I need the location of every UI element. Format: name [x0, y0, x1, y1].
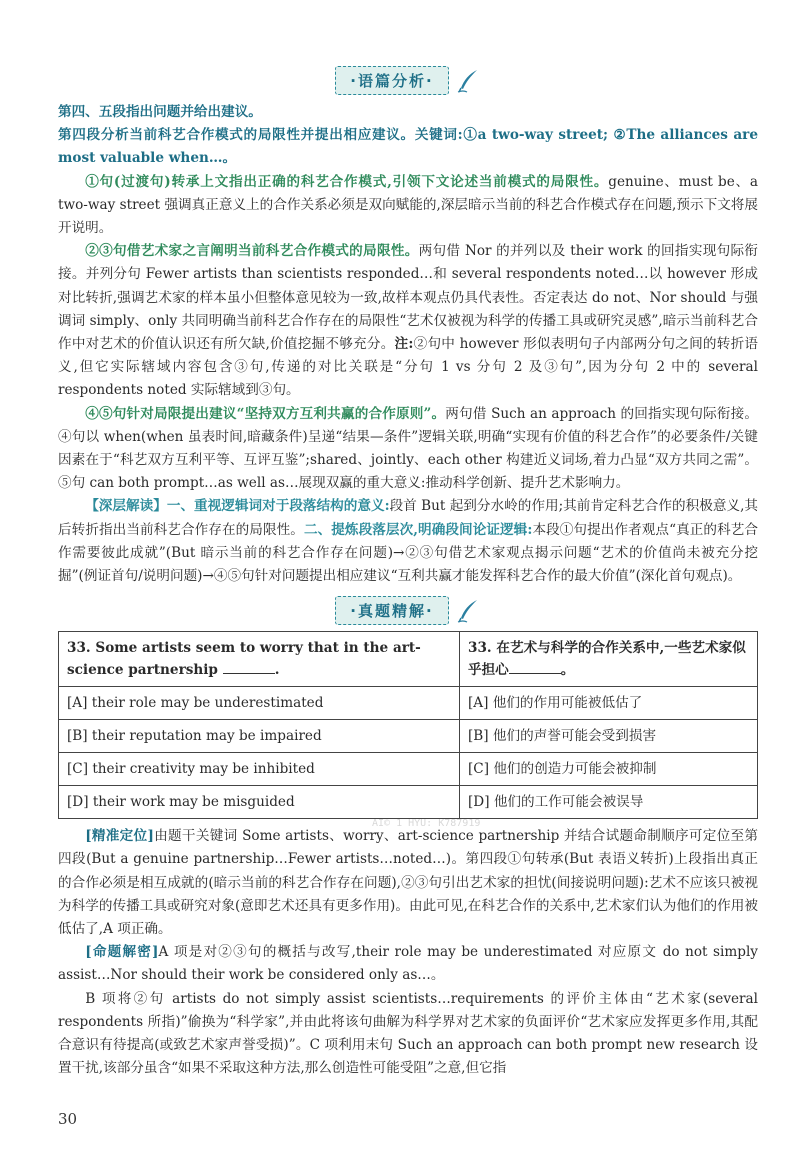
- quill-pen-icon: [455, 68, 481, 94]
- precise-location: [精准定位]由题干关键词 Some artists、worry、art-science partnership 并结合试题命制顺序可定位至第四段(But a genuine partnership…Fewer artists…noted…)。第四段①句转承(But 表语义转折)上段指出真正的合作必须是相互成就的(暗示当前的科艺合作存在问题),②③句引出艺术家的担忧(间接说明问题):艺术不应该只被视为科学的传播工具或研究对象(意即艺术还具有更多作用)。由此可见,在科艺合作的关系中,艺术家们认为他们的作用被低估了,A 项正确。: [58, 828, 758, 938]
- option-row: [59, 687, 758, 720]
- option-row: [59, 720, 758, 753]
- section-title-analysis: ·语篇分析·: [335, 66, 448, 95]
- option-a-zh: [A] 他们的作用可能被低估了: [460, 687, 758, 720]
- sentence-four-five-analysis: ④⑤句针对局限提出建议“坚持双方互利共赢的合作原则”。两句借 Such an approach 的回指实现句际衔接。④句以 when(when 虽表时间,暗藏条件)呈递“结果—条件”逻辑关联,明确“实现有价值的科艺合作”的必要条件/关键因素在于“科艺双方互利平等、互评互鉴”;shared、jointly、each other 构建近义词场,着力凸显“双方共同之需”。⑤句 can both prompt…as well as…展现双赢的重大意义:推动科学创新、提升艺术影响力。: [58, 405, 758, 492]
- option-a-en: [A] their role may be underestimated: [59, 687, 460, 720]
- watermark: AI© 1 HYU: K787919: [372, 818, 481, 829]
- question-stem-en: 33. Some artists seem to worry that in the art-science partnership .: [59, 632, 460, 687]
- question-table: [58, 631, 758, 819]
- answer-blank: [509, 659, 561, 674]
- analysis-block: [58, 101, 758, 588]
- option-c-zh: [C] 他们的创造力可能会被抑制: [460, 753, 758, 786]
- page-number: 30: [58, 1110, 78, 1128]
- section-banner-analysis: [58, 66, 758, 95]
- section-banner-questions: [58, 596, 758, 625]
- option-d-en: [D] their work may be misguided: [59, 786, 460, 819]
- option-row: [59, 753, 758, 786]
- question-decoding: [命题解密]A 项是对②③句的概括与改写,their role may be underestimated 对应原文 do not simply assist…Nor should their work be considered only as…。: [58, 944, 758, 984]
- question-stem-row: [59, 632, 758, 687]
- analysis-heading: 第四、五段指出问题并给出建议。: [58, 104, 262, 120]
- option-b-zh: [B] 他们的声誉可能会受到损害: [460, 720, 758, 753]
- page-content: [58, 66, 758, 1081]
- option-row: [59, 786, 758, 819]
- sentence-one-analysis: ①句(过渡句)转承上文指出正确的科艺合作模式,引领下文论述当前模式的局限性。genuine、must be、a two-way street 强调真正意义上的合作关系必须是双向赋能的,深层暗示当前的科艺合作模式存在问题,预示下文将展开说明。: [58, 173, 759, 237]
- question-stem-zh: 33. 在艺术与科学的合作关系中,一些艺术家似乎担心 。: [460, 632, 758, 687]
- deep-reading: 【深层解读】一、重视逻辑词对于段落结构的意义:段首 But 起到分水岭的作用;其前肯定科艺合作的积极意义,其后转折指出当前科艺合作存在的局限性。二、提炼段落层次,明确段间论证逻辑:本段①句提出作者观点“真正的科艺合作需要彼此成就”(But 暗示当前的科艺合作存在问题)→②③句借艺术家观点揭示问题“艺术的价值尚未被充分挖掘”(例证首句/说明问题)→④⑤句针对问题提出相应建议“互利共赢才能发挥科艺合作的最大价值”(深化首句观点)。: [58, 498, 759, 585]
- section-title-questions: ·真题精解·: [335, 596, 448, 625]
- sentence-two-three-analysis: ②③句借艺术家之言阐明当前科艺合作模式的局限性。两句借 Nor 的并列以及 their work 的回指实现句际衔接。并列分句 Fewer artists than scientists responded…和 several respondents noted…以 however 形成对比转折,强调艺术家的样本虽小但整体意见较为一致,故样本观点仍具代表性。否定表达 do not、Nor should 与强调词 simply、only 共同明确当前科艺合作存在的局限性“艺术仅被视为科学的传播工具或研究灵感”,暗示当前科艺合作中对艺术的价值认识还有所欠缺,价值挖掘不够充分。注:②句中 however 形似表明句子内部两分句之间的转折语义,但它实际辖域内容包含③句,传递的对比关联是“分句 1 vs 分句 2 及③句”,因为分句 2 中的 several respondents noted 实际辖域到③句。: [58, 243, 758, 399]
- answer-blank: [223, 659, 275, 674]
- option-c-en: [C] their creativity may be inhibited: [59, 753, 460, 786]
- option-b-en: [B] their reputation may be impaired: [59, 720, 460, 753]
- option-d-zh: [D] 他们的工作可能会被误导: [460, 786, 758, 819]
- option-b-c-analysis: B 项将②句 artists do not simply assist scientists…requirements 的评价主体由“艺术家(several respondents 所指)”偷换为“科学家”,并由此将该句曲解为科学界对艺术家的负面评价“艺术家应发挥更多作用,其配合意识有待提高(或致艺术家声誉受损)”。C 项利用末句 Such an approach can both prompt new research 设置干扰,该部分虽含“如果不采取这种方法,那么创造性可能受阻”之意,但它指: [58, 990, 758, 1077]
- paragraph-four-summary: 第四段分析当前科艺合作模式的局限性并提出相应建议。关键词:①a two-way street; ②The alliances are most valuable when…。: [58, 127, 758, 167]
- explanation-block: [58, 825, 758, 1080]
- quill-pen-icon: [455, 598, 481, 624]
